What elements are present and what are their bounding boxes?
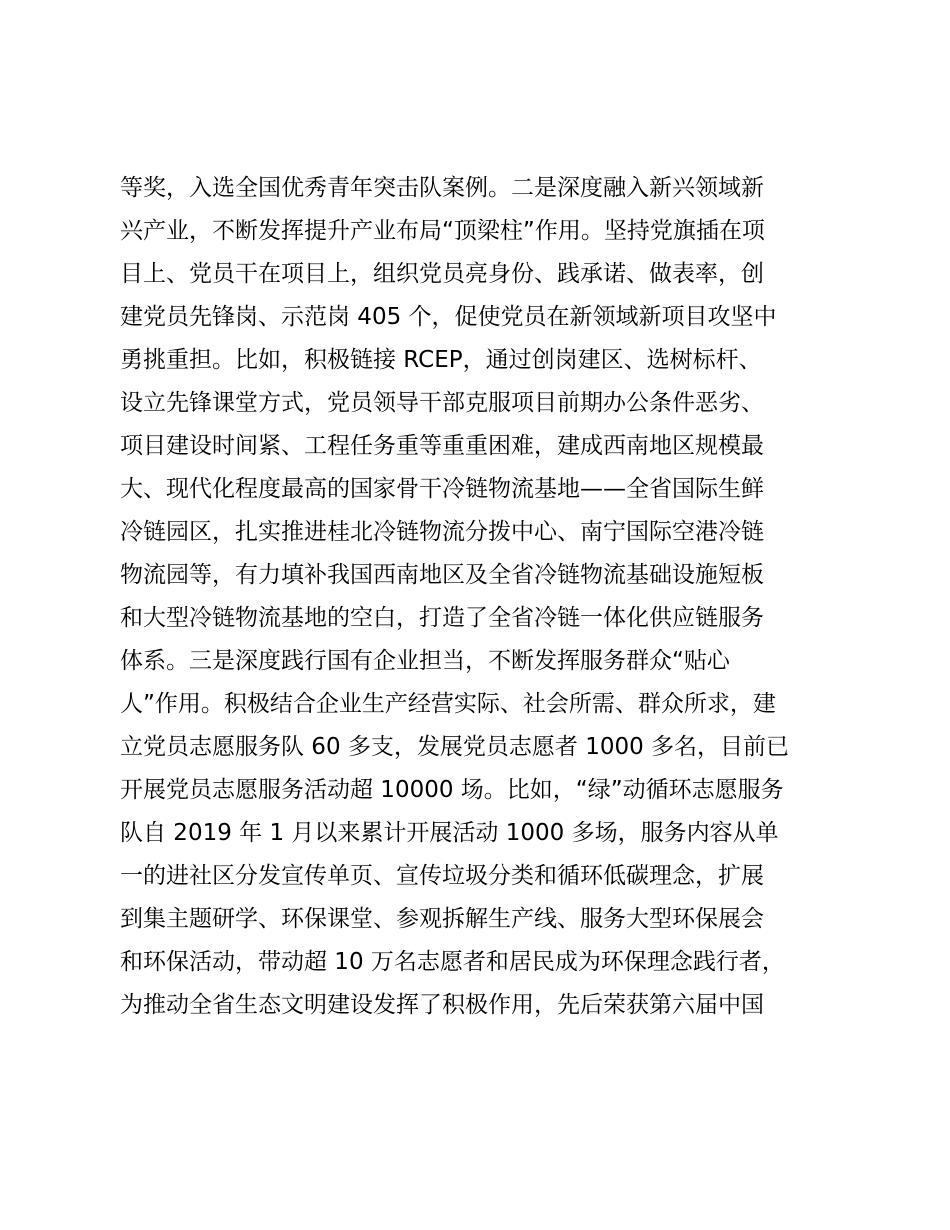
text-line: 体系。三是深度践行国有企业担当，不断发挥服务群众“贴心 xyxy=(120,648,730,674)
text-line: 目上、党员干在项目上，组织党员亮身份、践承诺、做表率，创 xyxy=(120,261,764,287)
text-line: 兴产业，不断发挥提升产业布局“顶梁柱”作用。坚持党旗插在项 xyxy=(120,218,765,244)
text-line: 物流园等，有力填补我国西南地区及全省冷链物流基础设施短板 xyxy=(120,562,764,588)
body-paragraph xyxy=(120,167,840,1027)
text-line: 项目建设时间紧、工程任务重等重重困难，建成西南地区规模最 xyxy=(120,433,764,459)
text-line: 冷链园区，扎实推进桂北冷链物流分拨中心、南宁国际空港冷链 xyxy=(120,519,764,545)
text-line: 设立先锋课堂方式，党员领导干部克服项目前期办公条件恶劣、 xyxy=(120,390,764,416)
text-line: 立党员志愿服务队 60 多支，发展党员志愿者 1000 多名，目前已 xyxy=(120,734,790,760)
text-line: 人”作用。积极结合企业生产经营实际、社会所需、群众所求，建 xyxy=(120,691,776,717)
text-line: 和大型冷链物流基地的空白，打造了全省冷链一体化供应链服务 xyxy=(120,605,764,631)
text-line: 和环保活动，带动超 10 万名志愿者和居民成为环保理念践行者， xyxy=(120,949,785,975)
text-line: 等奖，入选全国优秀青年突击队案例。二是深度融入新兴领域新 xyxy=(120,175,764,201)
text-line: 为推动全省生态文明建设发挥了积极作用，先后荣获第六届中国 xyxy=(120,992,764,1018)
text-line: 勇挑重担。比如，积极链接 RCEP，通过创岗建区、选树标杆、 xyxy=(120,347,762,373)
text-line: 一的进社区分发宣传单页、宣传垃圾分类和循环低碳理念，扩展 xyxy=(120,863,764,889)
text-line: 队自 2019 年 1 月以来累计开展活动 1000 多场，服务内容从单 xyxy=(120,820,779,846)
text-line: 开展党员志愿服务活动超 10000 场。比如，“绿”动循环志愿服务 xyxy=(120,777,784,803)
text-line: 到集主题研学、环保课堂、参观拆解生产线、服务大型环保展会 xyxy=(120,906,764,932)
text-line: 建党员先锋岗、示范岗 405 个，促使党员在新领域新项目攻坚中 xyxy=(120,304,777,330)
text-line: 大、现代化程度最高的国家骨干冷链物流基地——全省国际生鲜 xyxy=(120,476,764,502)
